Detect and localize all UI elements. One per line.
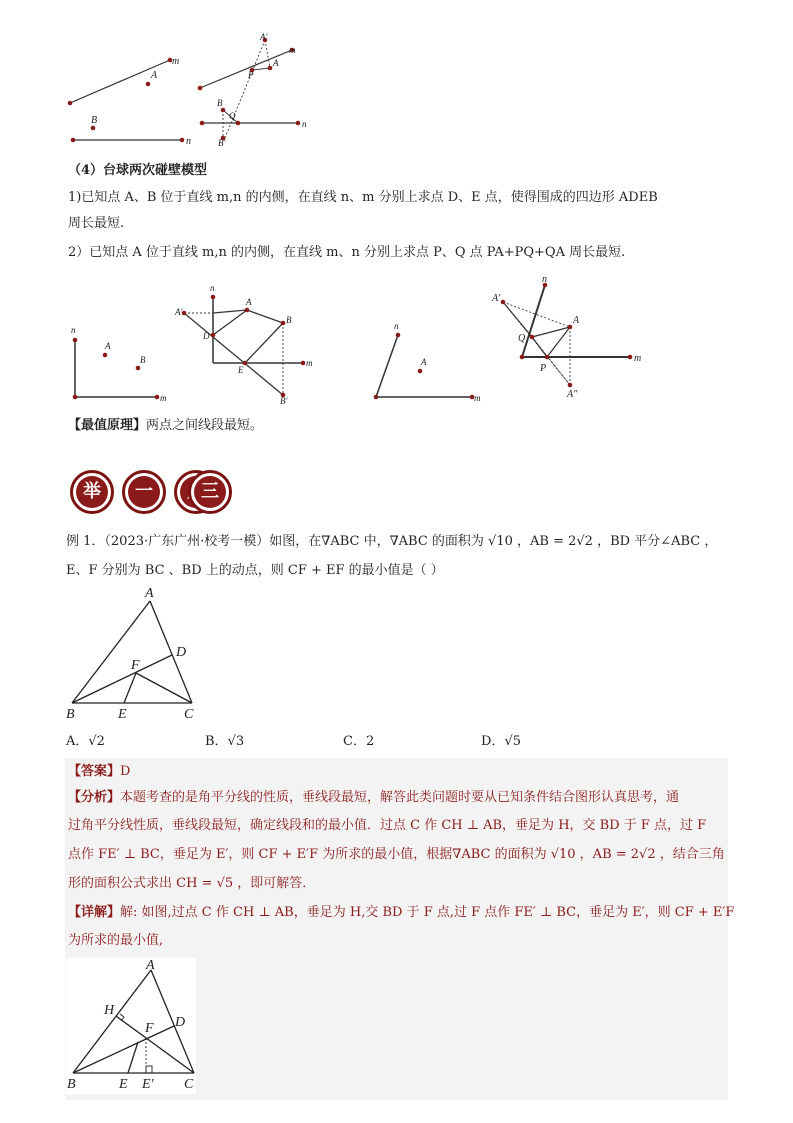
detail-line2: 为所求的最小值, <box>68 933 164 948</box>
svg-text:A': A' <box>260 32 268 42</box>
svg-text:A': A' <box>492 293 501 304</box>
svg-text:A: A <box>145 586 154 601</box>
svg-text:m: m <box>306 358 313 368</box>
svg-text:A: A <box>573 315 580 326</box>
badge-1: 举 <box>70 470 114 514</box>
svg-text:A: A <box>246 297 252 307</box>
badge-4: 三 <box>188 470 232 514</box>
svg-text:E: E <box>238 365 244 375</box>
svg-text:E': E' <box>142 1077 154 1092</box>
top-figures <box>60 28 320 153</box>
svg-text:D: D <box>175 1015 186 1030</box>
detail-triangle-figure <box>66 958 196 1094</box>
principle-label: 【最值原理】 <box>68 418 147 433</box>
option-b: B．√3 <box>205 734 245 749</box>
item1-line2: 周长最短. <box>68 216 125 231</box>
svg-text:n: n <box>71 325 76 335</box>
svg-text:E: E <box>118 707 127 722</box>
svg-text:P: P <box>248 70 254 80</box>
example-line1: 例 1．（2023·广东广州·校考一模）如图，在∇ABC 中，∇ABC 的面积为 √10 ，AB = 2√2 ，BD 平分∠ABC ， <box>66 534 718 549</box>
example-line2: E、F 分别为 BC 、BD 上的动点，则 CF + EF 的最小值是（ ） <box>66 563 444 578</box>
detail-line1: 【详解】解: 如图,过点 C 作 CH ⊥ AB，垂足为 H,交 BD 于 F 点,过 F 点作 FE′ ⊥ BC，垂足为 E′，则 CF + E′F <box>68 905 735 920</box>
svg-text:C: C <box>184 707 194 722</box>
principle-line <box>68 417 263 435</box>
svg-text:E: E <box>119 1077 128 1092</box>
principle-text: 两点之间线段最短。 <box>146 418 264 433</box>
answer-value: D <box>120 764 131 779</box>
svg-text:n: n <box>542 275 547 285</box>
item1-line1: 1)已知点 A、B 位于直线 m,n 的内侧，在直线 n、m 分别上求点 D、E 点，使得围成的四边形 ADEB <box>68 190 658 205</box>
detail-label: 【详解】 <box>68 905 121 920</box>
option-d: D．√5 <box>481 734 521 749</box>
svg-text:F: F <box>131 658 140 673</box>
svg-text:F: F <box>145 1021 154 1036</box>
svg-text:n: n <box>210 283 215 293</box>
svg-text:A: A <box>146 958 155 973</box>
svg-text:B: B <box>217 98 223 108</box>
svg-text:B: B <box>91 115 98 126</box>
svg-text:A: A <box>151 70 158 81</box>
svg-text:C: C <box>184 1077 194 1092</box>
svg-text:D: D <box>176 645 187 660</box>
svg-text:m: m <box>160 393 167 403</box>
svg-text:B': B' <box>218 138 226 148</box>
svg-text:D: D <box>203 331 210 341</box>
answer-line <box>68 763 130 781</box>
svg-text:H: H <box>104 1003 115 1018</box>
svg-text:A: A <box>105 341 111 351</box>
analysis-line3: 点作 FE′ ⊥ BC，垂足为 E′，则 CF + E′F 为所求的最小值，根据∇ABC 的面积为 √10 ，AB = 2√2 ，结合三角 <box>68 847 725 862</box>
svg-text:A: A <box>421 357 427 367</box>
item2: 2）已知点 A 位于直线 m,n 的内侧，在直线 m、n 分别上求点 P、Q 点 PA+PQ+QA 周长最短. <box>68 245 626 260</box>
svg-text:A": A" <box>567 389 578 400</box>
answer-label: 【答案】 <box>68 764 121 779</box>
svg-text:B: B <box>67 1077 76 1092</box>
svg-text:n: n <box>394 321 399 331</box>
analysis-line1: 【分析】本题考查的是角平分线的性质，垂线段最短，解答此类问题时要从已知条件结合图形认真思考，通 <box>68 790 680 805</box>
svg-text:B: B <box>140 355 146 365</box>
svg-text:B: B <box>66 707 75 722</box>
svg-text:Q: Q <box>518 333 526 344</box>
badge-2: 一 <box>122 470 166 514</box>
option-c: C．2 <box>343 734 375 749</box>
option-a: A．√2 <box>66 734 105 749</box>
svg-text:Q: Q <box>229 111 236 121</box>
analysis-line4: 形的面积公式求出 CH = √5 ，即可解答． <box>68 876 316 891</box>
svg-text:m: m <box>634 353 642 364</box>
example-triangle-figure <box>62 585 212 725</box>
svg-text:n: n <box>186 136 191 147</box>
svg-text:B': B' <box>280 396 288 406</box>
svg-text:m: m <box>474 393 481 403</box>
section-title: （4）台球两次碰壁模型 <box>68 163 208 178</box>
svg-text:A: A <box>273 58 279 68</box>
analysis-line2: 过角平分线性质，垂线段最短，确定线段和的最小值．过点 C 作 CH ⊥ AB，垂足为 H，交 BD 于 F 点，过 F <box>68 818 707 833</box>
analysis-label: 【分析】 <box>68 790 121 805</box>
svg-text:m: m <box>289 45 296 55</box>
svg-text:A': A' <box>175 307 183 317</box>
svg-text:B: B <box>286 315 292 325</box>
svg-text:m: m <box>172 56 180 67</box>
svg-text:n: n <box>302 119 307 129</box>
mid-figures <box>60 275 680 410</box>
svg-text:P: P <box>540 363 547 374</box>
